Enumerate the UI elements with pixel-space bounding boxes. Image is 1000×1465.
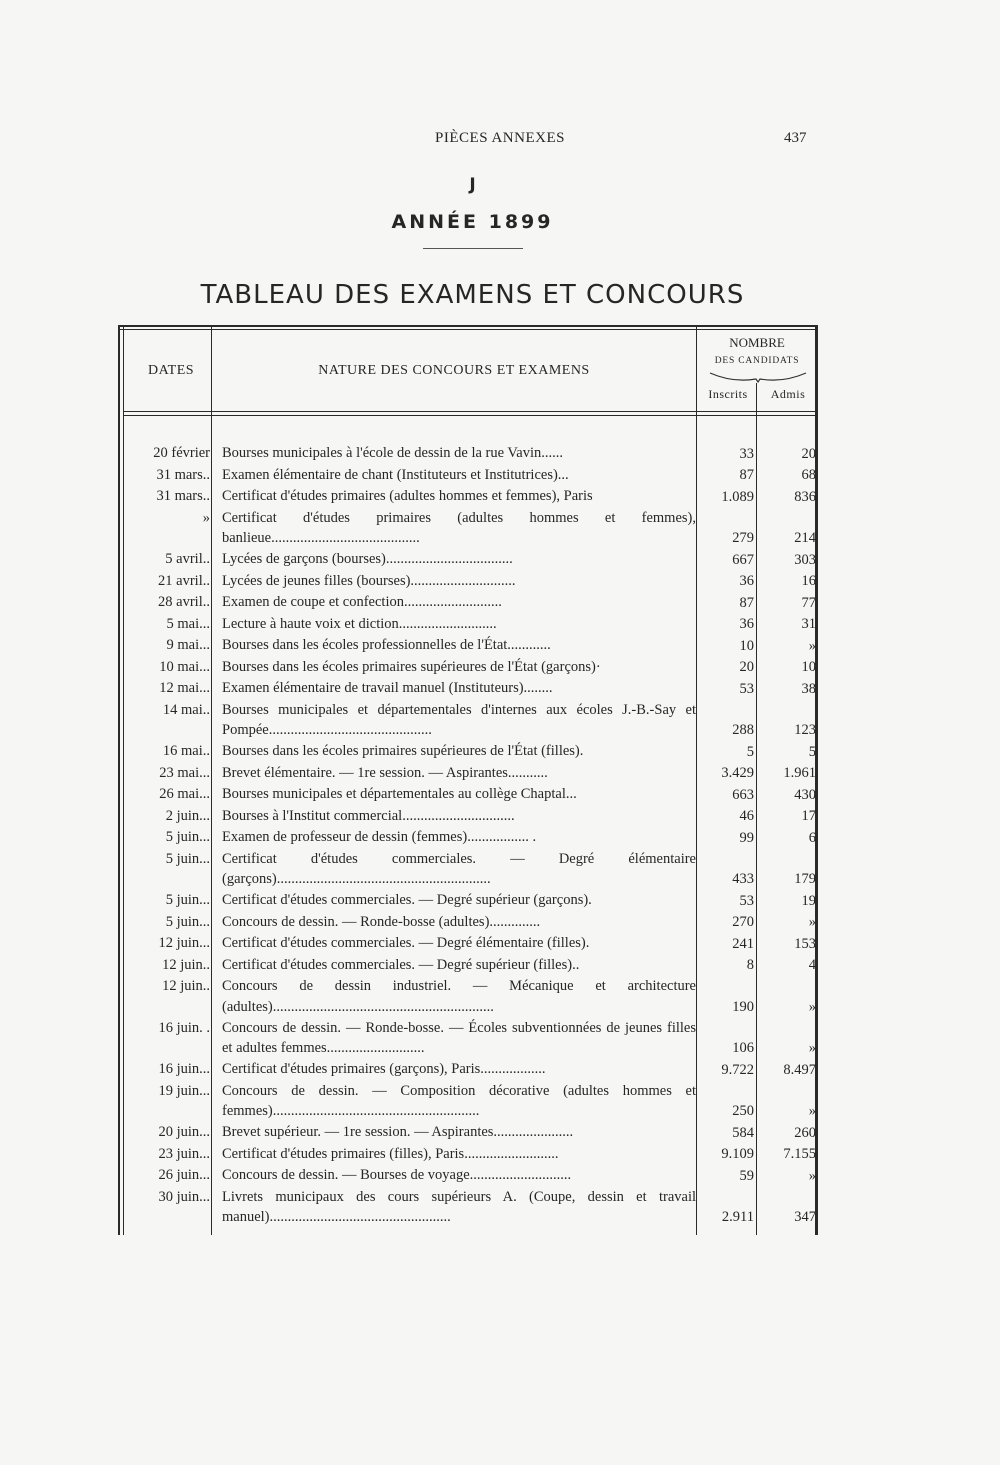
row-nature: Concours de dessin industriel. — Mécanique et architecture (adultes).............................................................: [222, 978, 696, 1015]
row-nature: Certificat d'études primaires (filles), Paris..........................: [222, 1145, 559, 1162]
header-inscrits: Inscrits: [708, 387, 748, 401]
row-inscrits: 87: [739, 467, 754, 483]
row-inscrits: 270: [732, 914, 754, 930]
row-inscrits: 87: [739, 594, 754, 611]
row-date: 16 juin. .: [158, 1019, 210, 1036]
header-bottom-rule-double: [124, 415, 816, 416]
table-row: [0, 508, 1000, 550]
page-number: 437: [784, 130, 807, 146]
row-nature: Concours de dessin. — Ronde-bosse. — Écoles subventionnées de jeunes filles et adultes femmes...........................: [222, 1019, 696, 1056]
row-date: »: [202, 509, 210, 526]
row-admis: 303: [794, 551, 816, 568]
table-row: [0, 1187, 1000, 1229]
row-admis: 123: [794, 722, 816, 738]
row-admis: »: [808, 914, 816, 930]
row-inscrits: 3.429: [721, 765, 754, 781]
table-row: [0, 827, 1000, 849]
row-date: 5 juin...: [165, 829, 210, 845]
row-date: 20 juin...: [158, 1124, 210, 1140]
table-row: [0, 635, 1000, 657]
row-admis: 836: [794, 488, 816, 505]
table-row: [0, 1144, 1000, 1166]
row-date: 5 avril..: [165, 551, 210, 567]
section-letter: J: [469, 175, 476, 195]
row-date: 20 février: [153, 445, 210, 461]
row-inscrits: 53: [739, 680, 754, 697]
brace-icon: [708, 371, 808, 383]
header-dates: DATES: [147, 363, 195, 378]
row-nature: Bourses dans les écoles professionnelles de l'État............: [222, 637, 551, 653]
table-row: [0, 890, 1000, 912]
row-admis: 38: [801, 680, 816, 697]
row-admis: 179: [794, 871, 816, 887]
row-admis: 6: [808, 829, 816, 846]
table-row: [0, 657, 1000, 679]
row-date: 12 juin...: [158, 935, 210, 951]
row-inscrits: 2.911: [721, 1209, 754, 1225]
row-admis: 68: [801, 467, 816, 483]
row-inscrits: 53: [739, 892, 754, 909]
row-inscrits: 433: [732, 871, 754, 887]
table-body: [0, 443, 1000, 1228]
row-date: 10 mai...: [159, 658, 210, 675]
table-row: [0, 1165, 1000, 1187]
row-nature: Examen de coupe et confection...........................: [222, 594, 502, 610]
row-inscrits: 33: [739, 445, 754, 462]
table-row: [0, 571, 1000, 593]
table-row: [0, 549, 1000, 571]
table-row: [0, 933, 1000, 955]
row-admis: »: [808, 998, 816, 1015]
row-date: 5 juin...: [165, 892, 210, 908]
row-date: 12 juin..: [162, 956, 210, 973]
row-nature: Livrets municipaux des cours supérieurs A. (Coupe, dessin et travail manuel)..................................................: [222, 1188, 696, 1225]
row-inscrits: 667: [732, 551, 754, 568]
row-date: 26 mai...: [159, 786, 210, 802]
row-nature: Bourses municipales et départementales d'internes aux écoles J.-B.-Say et Pompée.............................................: [222, 701, 696, 738]
table-row: [0, 678, 1000, 700]
row-admis: 1.961: [783, 765, 816, 781]
row-nature: Lycées de jeunes filles (bourses).............................: [222, 572, 516, 589]
row-date: 5 mai...: [166, 615, 210, 632]
row-admis: 5: [808, 743, 816, 760]
row-date: 2 juin...: [165, 807, 210, 824]
table-row: [0, 849, 1000, 891]
row-date: 12 juin..: [162, 978, 210, 994]
row-nature: Certificat d'études commerciales. — Degré supérieur (garçons).: [222, 892, 592, 908]
row-nature: Bourses municipales et départementales au collège Chaptal...: [222, 786, 577, 802]
row-nature: Certificat d'études primaires (adultes hommes et femmes), Paris: [222, 488, 593, 504]
table-row: [0, 955, 1000, 977]
row-date: 16 juin...: [158, 1061, 210, 1077]
row-inscrits: 663: [732, 786, 754, 803]
row-inscrits: 5: [746, 743, 754, 760]
table-row: [0, 1018, 1000, 1060]
row-nature: Certificat d'études commerciales. — Degré élémentaire (filles).: [222, 935, 590, 951]
table-row: [0, 763, 1000, 785]
row-nature: Concours de dessin. — Ronde-bosse (adultes)..............: [222, 913, 541, 930]
row-date: 19 juin...: [158, 1082, 210, 1099]
row-admis: »: [808, 1167, 816, 1184]
row-nature: Bourses dans les écoles primaires supérieures de l'État (filles).: [222, 743, 584, 759]
row-nature: Certificat d'études primaires (adultes hommes et femmes), banlieue.........................................: [222, 509, 696, 546]
header-des-candidats: DES CANDIDATS: [714, 356, 800, 366]
row-nature: Certificat d'études primaires (garçons), Paris..................: [222, 1061, 546, 1077]
row-date: 31 mars..: [156, 488, 210, 504]
row-admis: 31: [801, 616, 816, 632]
row-date: 9 mai...: [166, 637, 210, 653]
row-date: 31 mars..: [156, 466, 210, 483]
row-admis: 77: [801, 594, 816, 611]
row-date: 28 avril..: [158, 594, 210, 610]
table-row: [0, 592, 1000, 614]
row-admis: 260: [794, 1124, 816, 1141]
row-nature: Concours de dessin. — Composition décorative (adultes hommes et femmes).........................................................: [222, 1082, 696, 1119]
row-admis: »: [808, 1040, 816, 1056]
row-nature: Examen de professeur de dessin (femmes)................. .: [222, 829, 537, 845]
row-inscrits: 250: [732, 1103, 754, 1119]
row-inscrits: 10: [739, 637, 754, 654]
running-head: PIÈCES ANNEXES: [435, 130, 565, 146]
year-title: ANNÉE 1899: [391, 211, 554, 233]
table-row: [0, 806, 1000, 828]
table-row: [0, 1059, 1000, 1081]
row-nature: Brevet supérieur. — 1re session. — Aspirantes......................: [222, 1124, 574, 1140]
row-nature: Certificat d'études commerciales. — Degré élémentaire (garçons)...........................................................: [222, 850, 696, 887]
row-nature: Concours de dessin. — Bourses de voyage............................: [222, 1167, 572, 1183]
table-row: [0, 443, 1000, 465]
row-inscrits: 8: [746, 957, 754, 973]
row-inscrits: 20: [739, 659, 754, 675]
row-inscrits: 241: [732, 935, 754, 952]
table-row: [0, 912, 1000, 934]
table-row: [0, 1081, 1000, 1123]
header-nombre: NOMBRE: [729, 335, 785, 350]
row-date: 14 mai..: [162, 701, 210, 718]
table-row: [0, 784, 1000, 806]
row-date: 5 juin...: [165, 913, 210, 930]
row-nature: Brevet élémentaire. — 1re session. — Aspirantes...........: [222, 764, 548, 781]
header-admis: Admis: [770, 387, 806, 401]
title-rule: [423, 248, 523, 249]
table-row: [0, 976, 1000, 1018]
row-inscrits: 9.109: [721, 1146, 754, 1162]
row-inscrits: 106: [732, 1040, 754, 1056]
row-inscrits: 36: [739, 573, 754, 589]
row-admis: 20: [801, 445, 816, 462]
row-date: 23 mai...: [159, 764, 210, 781]
row-inscrits: 1.089: [721, 488, 754, 505]
row-admis: 8.497: [783, 1061, 816, 1078]
row-date: 21 avril..: [158, 572, 210, 589]
row-inscrits: 9.722: [721, 1061, 754, 1078]
row-admis: 19: [801, 892, 816, 909]
row-nature: Lycées de garçons (bourses)...................................: [222, 551, 513, 567]
row-date: 16 mai..: [162, 743, 210, 759]
row-date: 5 juin...: [165, 850, 210, 867]
row-date: 26 juin...: [158, 1167, 210, 1183]
row-admis: 4: [808, 957, 816, 973]
row-nature: Certificat d'études commerciales. — Degré supérieur (filles)..: [222, 956, 580, 973]
row-admis: 214: [794, 530, 816, 546]
table-top-rule: [118, 325, 818, 327]
row-nature: Examen élémentaire de chant (Instituteurs et Institutrices)...: [222, 466, 569, 483]
table-row: [0, 741, 1000, 763]
row-inscrits: 46: [739, 808, 754, 824]
header-nature: NATURE DES CONCOURS ET EXAMENS: [318, 363, 590, 378]
table-top-rule-inner: [118, 329, 818, 330]
row-nature: Bourses municipales à l'école de dessin de la rue Vavin......: [222, 445, 563, 461]
row-date: 30 juin...: [158, 1188, 210, 1205]
header-bottom-rule: [124, 411, 816, 412]
row-inscrits: 36: [739, 616, 754, 632]
table-row: [0, 614, 1000, 636]
row-date: 23 juin...: [158, 1145, 210, 1162]
row-admis: 153: [794, 935, 816, 952]
row-date: 12 mai...: [159, 680, 210, 696]
row-admis: 430: [794, 786, 816, 803]
row-admis: 17: [801, 808, 816, 824]
table-row: [0, 1122, 1000, 1144]
table-row: [0, 465, 1000, 487]
main-title: TABLEAU DES EXAMENS ET CONCOURS: [200, 280, 745, 310]
row-nature: Bourses à l'Institut commercial...............................: [222, 807, 515, 824]
row-inscrits: 288: [732, 722, 754, 738]
row-inscrits: 190: [732, 998, 754, 1015]
row-inscrits: 99: [739, 829, 754, 846]
row-nature: Lecture à haute voix et diction...........................: [222, 615, 497, 632]
table-row: [0, 486, 1000, 508]
row-admis: 10: [801, 659, 816, 675]
row-inscrits: 59: [739, 1167, 754, 1184]
row-admis: 7.155: [783, 1146, 816, 1162]
row-nature: Examen élémentaire de travail manuel (Instituteurs)........: [222, 680, 553, 696]
table-row: [0, 700, 1000, 742]
row-admis: »: [808, 1103, 816, 1119]
row-admis: »: [808, 637, 816, 654]
row-admis: 16: [801, 573, 816, 589]
row-inscrits: 279: [732, 530, 754, 546]
row-nature: Bourses dans les écoles primaires supérieures de l'État (garçons)·: [222, 658, 601, 675]
row-inscrits: 584: [732, 1124, 754, 1141]
row-admis: 347: [794, 1209, 816, 1225]
